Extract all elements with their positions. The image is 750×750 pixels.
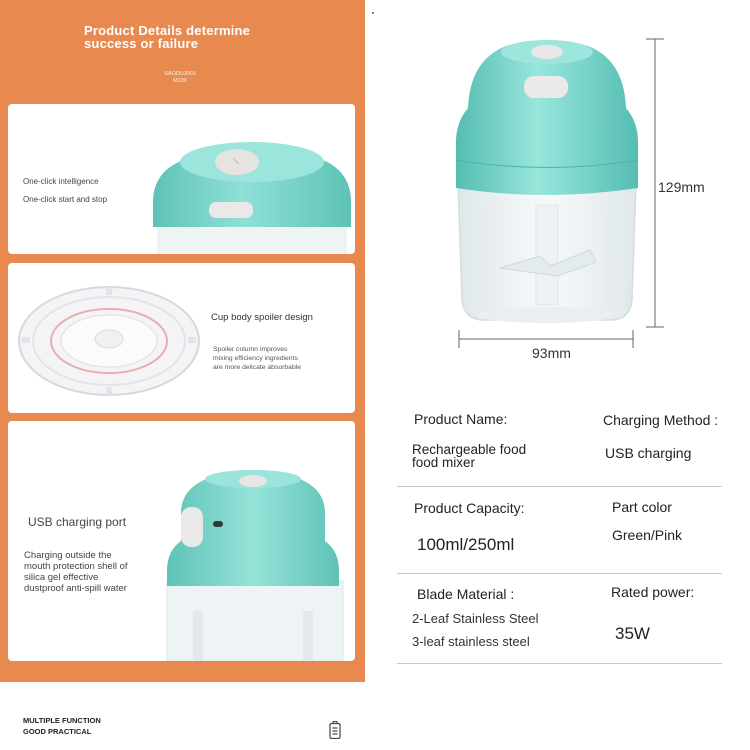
spec-divider xyxy=(397,663,722,664)
feature-desc-line1: Spoiler column improves xyxy=(213,346,288,353)
footer-tagline xyxy=(23,715,101,737)
capacity-label: Product Capacity: xyxy=(414,500,525,516)
feature-title: Cup body spoiler design xyxy=(211,312,313,323)
part-color-value: Green/Pink xyxy=(612,527,683,543)
decorative-dot xyxy=(372,12,374,14)
headline-line2: success or failure xyxy=(84,36,199,51)
feature-desc-line2: mouth protection shell of xyxy=(24,561,128,572)
feature-desc-line3: silica gel effective xyxy=(24,572,99,583)
model-code-line2: M130 xyxy=(173,78,187,84)
rated-power-label: Rated power: xyxy=(611,584,695,600)
part-color-label: Part color xyxy=(612,499,672,515)
blade-material-value-line2: 3-leaf stainless steel xyxy=(412,634,530,649)
charging-method-label: Charging Method : xyxy=(603,412,719,428)
feature-card-usb xyxy=(8,421,355,661)
capacity-value: 100ml/250ml xyxy=(417,535,515,554)
promo-panel xyxy=(0,0,365,682)
feature-desc-line2: mixing efficiency ingredients xyxy=(213,355,298,362)
blender-lid-closeup-image xyxy=(143,132,355,254)
feature-card-spoiler xyxy=(8,263,355,413)
spec-divider xyxy=(397,486,722,487)
product-name-value-line2: food mixer xyxy=(412,455,476,470)
blade-material-value-line1: 2-Leaf Stainless Steel xyxy=(412,611,539,626)
cup-base-image xyxy=(14,281,204,401)
product-name-value-line1: Rechargeable food xyxy=(412,442,527,457)
rated-power-value: 35W xyxy=(615,624,650,643)
footer-line1: MULTIPLE FUNCTION xyxy=(23,716,101,725)
feature-card-one-click xyxy=(8,104,355,254)
width-dimension-label: 93mm xyxy=(532,345,571,361)
model-code xyxy=(150,71,210,85)
model-code-line1: SAODUJ001 xyxy=(164,71,196,77)
feature-desc-line4: dustproof anti-spill water xyxy=(24,583,127,594)
height-dimension-label: 129mm xyxy=(658,179,705,195)
feature-title: USB charging port xyxy=(28,515,127,529)
footer-line2: GOOD PRACTICAL xyxy=(23,727,92,736)
feature-desc-line3: are more delicate absorbable xyxy=(213,364,302,371)
blade-material-label: Blade Material : xyxy=(417,586,515,602)
spec-divider xyxy=(397,573,722,574)
product-name-label: Product Name: xyxy=(414,411,508,427)
feature-desc-line1: Charging outside the xyxy=(24,550,112,561)
battery-icon xyxy=(329,721,341,739)
headline-line1: Product Details determine xyxy=(84,23,251,38)
usb-port-blender-image xyxy=(153,461,353,661)
charging-method-value: USB charging xyxy=(605,445,692,461)
promo-headline xyxy=(84,24,250,50)
feature-desc: One-click start and stop xyxy=(23,195,108,204)
feature-title: One-click intelligence xyxy=(23,177,99,186)
dimension-lines xyxy=(440,30,680,350)
